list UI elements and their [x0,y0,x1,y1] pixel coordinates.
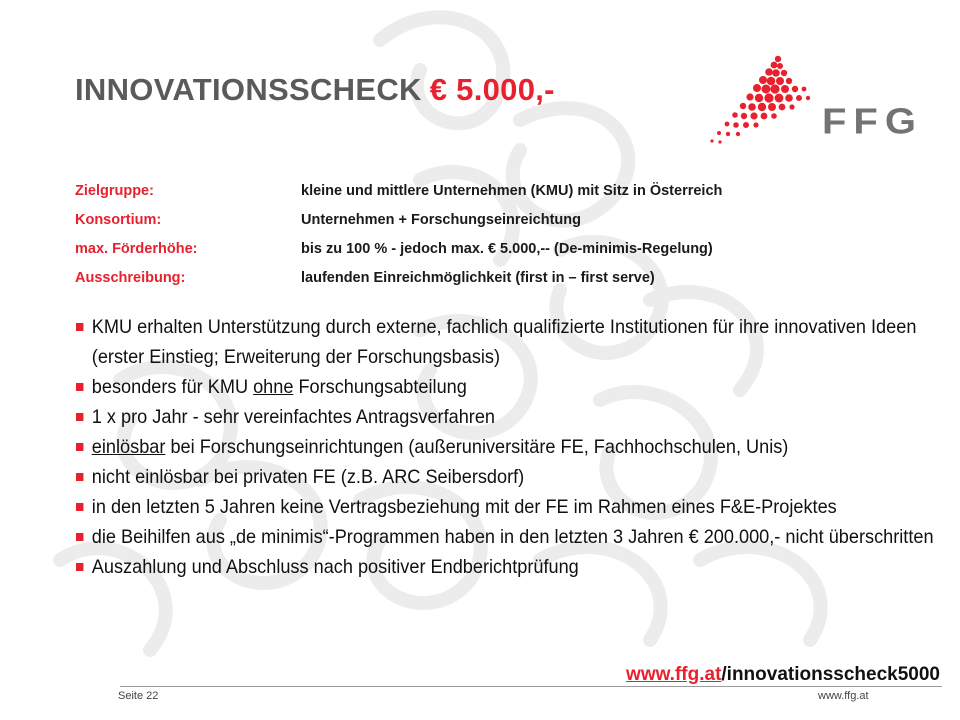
fact-value: kleine und mittlere Unternehmen (KMU) mit Sitz in Österreich [301,182,723,199]
bullet-text-post: bei Forschungseinrichtungen (außeruniversitäre FE, Fachhochschulen, Unis) [165,436,789,458]
ffg-logo-text: FFG [822,102,923,142]
title-amount: € 5.000,- [429,72,555,107]
fact-label: Ausschreibung: [75,269,186,286]
bullet-square-icon [76,563,83,571]
facts-table [75,176,935,292]
fact-value: bis zu 100 % - jedoch max. € 5.000,-- (De-minimis-Regelung) [301,240,713,257]
bullet-item [76,522,960,552]
bullet-item [76,402,960,432]
bullet-square-icon [76,413,83,421]
bullet-text: in den letzten 5 Jahren keine Vertragsbeziehung mit der FE im Rahmen eines F&E-Projektes [91,496,837,518]
bullet-text-pre: besonders für KMU [91,376,254,398]
bullet-square-icon [76,473,83,481]
bullet-item [76,432,960,462]
footer-url: www.ffg.at [818,690,869,702]
bullet-square-icon [76,323,83,331]
bullet-square-icon [76,503,83,511]
bullet-item [76,312,960,372]
bullet-square-icon [76,383,83,391]
slide-title [75,72,555,108]
bullet-item [76,552,960,582]
fact-label: max. Förderhöhe: [75,240,198,257]
bullet-square-icon [76,533,83,541]
fact-value: Unternehmen + Forschungseinreichtung [301,211,581,228]
bullet-text: 1 x pro Jahr - sehr vereinfachtes Antragsverfahren [91,406,496,428]
link-domain[interactable]: www.ffg.at [626,664,722,685]
fact-row-zielgruppe [75,176,935,205]
bullet-item [76,462,960,492]
bullet-text-post: Forschungsabteilung [293,376,467,398]
fact-row-konsortium [75,205,935,234]
bullet-text-underlined: ohne [253,376,294,398]
bullet-text: die Beihilfen aus „de minimis“-Programmen haben in den letzten 3 Jahren € 200.000,- nicht überschritten [91,526,934,548]
bullet-text: Auszahlung und Abschluss nach positiver Endberichtprüfung [91,556,579,578]
fact-row-ausschreibung [75,263,935,292]
bullet-item [76,492,960,522]
footer-divider [120,686,942,687]
bullet-text-underlined: einlösbar [91,436,166,458]
fact-label: Zielgruppe: [75,182,154,199]
fact-label: Konsortium: [75,211,162,228]
bullet-list [76,312,946,582]
bullet-item [76,372,960,402]
link-path: /innovationsscheck5000 [721,664,940,685]
bullet-text: KMU erhalten Unterstützung durch externe, fachlich qualifizierte Institutionen für ihre innovativen Ideen (erster Einstieg; Erweiterung der Forschungsbasis) [91,316,917,368]
bullet-text: nicht einlösbar bei privaten FE (z.B. ARC Seibersdorf) [91,466,525,488]
innovationsscheck-link[interactable] [626,664,940,686]
title-main: INNOVATIONSSCHECK [75,72,422,107]
page-number: Seite 22 [118,690,159,702]
fact-row-foerderhoehe [75,234,935,263]
fact-value: laufenden Einreichmöglichkeit (first in – first serve) [301,269,655,286]
bullet-square-icon [76,443,83,451]
